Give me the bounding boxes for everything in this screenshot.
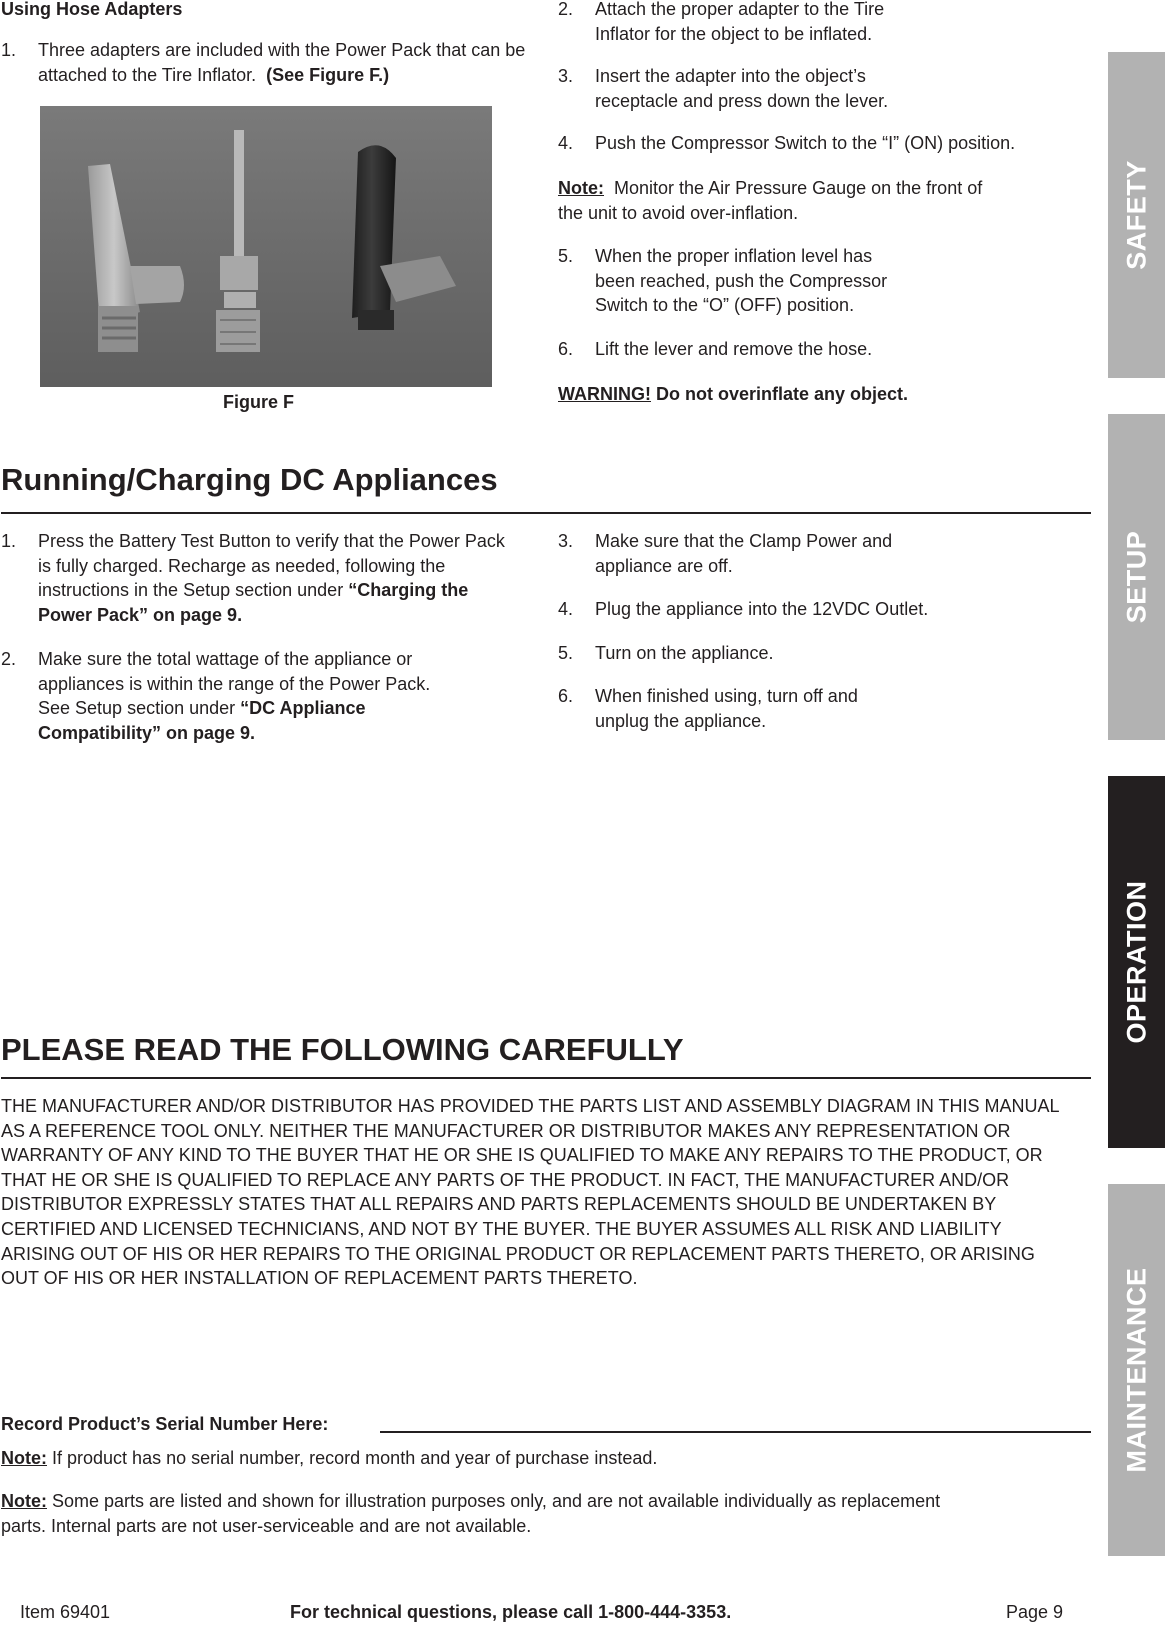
figure-f-photo	[40, 106, 492, 387]
figure-reference: (See Figure F.)	[266, 64, 390, 85]
dc-step-5	[558, 641, 1098, 666]
page-reference: “Charging the Power Pack” on page 9.	[38, 580, 469, 625]
step-text: Make sure that the Clamp Power and appliance are off.	[595, 531, 893, 576]
hose-adapters-heading: Using Hose Adapters	[1, 0, 183, 19]
step-text: Make sure the total wattage of the appliance or appliances is within the range of the Power Pack. See Setup section under	[38, 649, 431, 718]
tab-maintenance[interactable]	[1108, 1184, 1165, 1556]
disclaimer-body: THE MANUFACTURER AND/OR DISTRIBUTOR HAS PROVIDED THE PARTS LIST AND ASSEMBLY DIAGRAM IN THIS MANUAL AS A REFERENCE TOOL ONLY. NEITHER THE MANUFACTURER OR DISTRIBUTOR MAKES ANY REPRESENTATION OR WARRANTY OF ANY KIND TO THE BUYER THAT HE OR SHE IS QUALIFIED TO MAKE ANY REPAIRS TO THE PRODUCT, OR THAT HE OR SHE IS QUALIFIED TO REPLACE ANY PARTS OF THE PRODUCT. IN FACT, THE MANUFACTURER AND/OR DISTRIBUTOR EXPRESSLY STATES THAT ALL REPAIRS AND PARTS REPLACEMENTS SHOULD BE UNDERTAKEN BY CERTIFIED AND LICENSED TECHNICIANS, AND NOT BY THE BUYER. THE BUYER ASSUMES ALL RISK AND LIABILITY ARISING OUT OF HIS OR HER REPAIRS TO THE ORIGINAL PRODUCT OR REPLACEMENT PARTS THERETO, OR ARISING OUT OF HIS OR HER INSTALLATION OF REPLACEMENT PARTS THERETO.	[1, 1096, 1059, 1289]
figure-caption: Figure F	[223, 392, 294, 412]
step-number: 1.	[1, 531, 17, 551]
dc-step-3	[558, 529, 908, 578]
hose-step-2	[558, 0, 908, 46]
hose-step-5	[558, 244, 908, 318]
note-text: If product has no serial number, record month and year of purchase instead.	[52, 1448, 658, 1468]
note-label: Note:	[1, 1448, 47, 1468]
dc-step-6	[558, 684, 908, 733]
overinflate-warning	[558, 382, 1098, 407]
step-text: Lift the lever and remove the hose.	[595, 339, 873, 359]
serial-note	[1, 1446, 1091, 1471]
tab-safety[interactable]	[1108, 52, 1165, 378]
tab-label: MAINTENANCE	[1121, 1267, 1151, 1473]
tab-operation[interactable]	[1108, 776, 1165, 1148]
step-number: 6.	[558, 686, 574, 706]
step-number: 2.	[1, 649, 17, 669]
step-number: 3.	[558, 66, 574, 86]
footer-page-number: Page 9	[1006, 1602, 1064, 1622]
step-number: 4.	[558, 133, 574, 153]
note-text: Monitor the Air Pressure Gauge on the front of the unit to avoid over-inflation.	[558, 178, 983, 223]
hose-step-4	[558, 131, 1098, 156]
note-text: Some parts are listed and shown for illustration purposes only, and are not available individually as replacement parts. Internal parts are not user-serviceable and are not available.	[1, 1491, 941, 1536]
step-number: 3.	[558, 531, 574, 551]
step-text: Three adapters are included with the Power Pack that can be attached to the Tire Inflator.	[38, 40, 526, 85]
step-text: Insert the adapter into the object’s receptacle and press down the lever.	[595, 66, 889, 111]
step-text: Push the Compressor Switch to the “I” (ON) position.	[595, 133, 1016, 153]
step-text: When the proper inflation level has been reached, push the Compressor Switch to the “O” (OFF) position.	[595, 246, 888, 315]
tab-label: SETUP	[1121, 530, 1151, 624]
dc-step-2	[1, 647, 451, 745]
section-divider	[1, 1077, 1091, 1079]
step-text: Attach the proper adapter to the Tire Inflator for the object to be inflated.	[595, 0, 885, 44]
step-text: Plug the appliance into the 12VDC Outlet.	[595, 599, 929, 619]
section-divider	[1, 512, 1091, 514]
hose-step-6	[558, 337, 1098, 362]
step-number: 2.	[558, 0, 574, 19]
tab-label: OPERATION	[1121, 880, 1151, 1044]
dc-step-1	[1, 529, 516, 627]
hose-adapters-illustration	[40, 106, 492, 387]
hose-step-1	[1, 38, 541, 87]
step-number: 1.	[1, 40, 17, 60]
step-number: 4.	[558, 599, 574, 619]
step-number: 5.	[558, 643, 574, 663]
footer-item-number: Item 69401	[20, 1602, 111, 1622]
serial-number-label: Record Product’s Serial Number Here:	[1, 1414, 329, 1434]
note-label: Note:	[558, 178, 604, 198]
step-number: 6.	[558, 339, 574, 359]
tab-label: SAFETY	[1121, 160, 1151, 270]
step-text: Press the Battery Test Button to verify that the Power Pack is fully charged. Recharge as needed, following the instructions in the Setup section under	[38, 531, 505, 600]
step-text: Turn on the appliance.	[595, 643, 774, 663]
warning-text: Do not overinflate any object.	[656, 384, 909, 404]
page-reference: “DC Appliance Compatibility” on page 9.	[38, 698, 366, 743]
dc-appliances-heading: Running/Charging DC Appliances	[1, 462, 498, 497]
step-number: 5.	[558, 246, 574, 266]
footer-support-phone: For technical questions, please call 1-800-444-3353.	[290, 1602, 732, 1622]
note-label: Note:	[1, 1491, 47, 1511]
parts-note	[1, 1489, 951, 1538]
hose-step-3	[558, 64, 908, 113]
warning-label: WARNING!	[558, 384, 651, 404]
inflation-note	[558, 176, 988, 225]
dc-step-4	[558, 597, 1098, 622]
serial-number-line	[380, 1431, 1091, 1433]
step-text: When finished using, turn off and unplug the appliance.	[595, 686, 858, 731]
disclaimer-heading: PLEASE READ THE FOLLOWING CAREFULLY	[1, 1032, 684, 1067]
tab-setup[interactable]	[1108, 414, 1165, 740]
